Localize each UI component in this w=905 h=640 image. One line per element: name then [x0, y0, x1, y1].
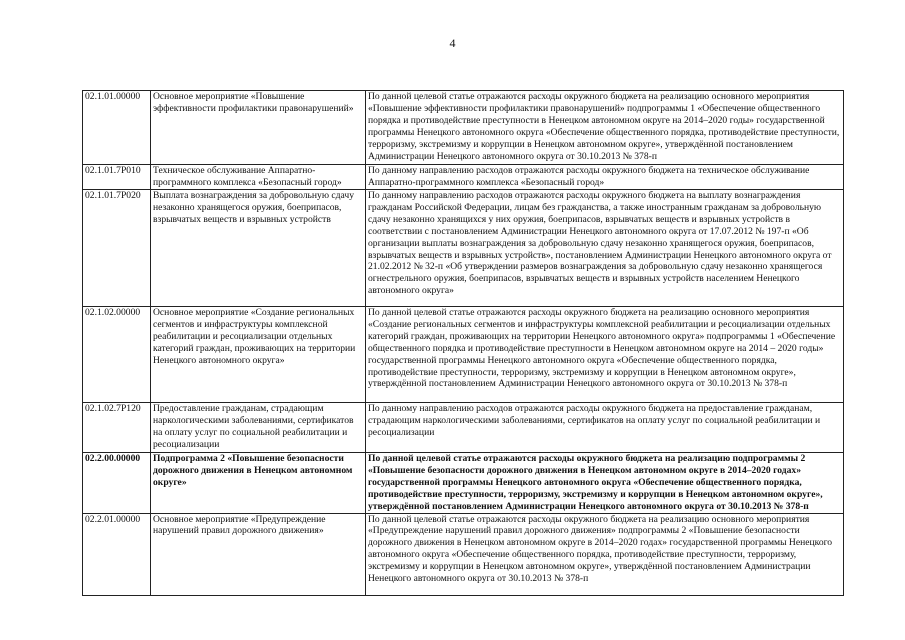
target-article-description: По данной целевой статье отражаются расходы окружного бюджета на реализацию основного мероприятия «Повышение эффективности профилактики правонарушений» подпрограммы 1 «Обеспечение общественного порядка и противодействие преступности в Ненецком автономном округе на 2014–2020 годы» государственной программы Ненецкого автономного округа «Обеспечение общественного порядка, противодействие преступности, терроризму, экстремизму и коррупции в Ненецком автономном округе», утверждённой постановлением Администрации Ненецкого автономного округа от 30.10.2013 № 378-п: [366, 91, 844, 165]
target-article-code: 02.1.02.00000: [83, 307, 151, 403]
table-row: [83, 190, 844, 307]
target-article-description: По данному направлению расходов отражаются расходы окружного бюджета на выплату вознаграждения гражданам Российской Федерации, лицам без гражданства, а также иностранным гражданам за добровольную сдачу незаконно хранящихся у них оружия, боеприпасов, взрывчатых веществ и взрывных устройств в соответствии с постановлением Администрации Ненецкого автономного округа от 17.07.2012 № 197-п «Об организации выплаты вознаграждения за добровольную сдачу незаконно хранящегося оружия, боеприпасов, взрывчатых веществ и взрывных устройств», постановлением Администрации Ненецкого автономного округа от 21.02.2012 № 32-п «Об утверждении размеров вознаграждения за добровольную сдачу незаконно хранящегося огнестрельного оружия, боеприпасов, взрывчатых веществ и взрывных устройств населением Ненецкого автономного округа»: [366, 190, 844, 307]
budget-classification-table: [82, 90, 844, 596]
target-article-description: По данной целевой статье отражаются расходы окружного бюджета на реализацию подпрограммы 2 «Повышение безопасности дорожного движения в Ненецком автономном округе в 2014–2020 годах» государственной программы Ненецкого автономного округа «Обеспечение общественного порядка, противодействие преступности, терроризму, экстремизму и коррупции в Ненецком автономном округе», утверждённой постановлением Администрации Ненецкого автономного округа от 30.10.2013 № 378-п: [366, 453, 844, 514]
target-article-name: Подпрограмма 2 «Повышение безопасности дорожного движения в Ненецком автономном округе»: [151, 453, 366, 514]
target-article-name: Основное мероприятие «Предупреждение нарушений правил дорожного движения»: [151, 513, 366, 595]
target-article-name: Предоставление гражданам, страдающим наркологическими заболеваниями, сертификатов на оплату услуг по социальной реабилитации и ресоциализации: [151, 403, 366, 453]
target-article-description: По данной целевой статье отражаются расходы окружного бюджета на реализацию основного мероприятия «Предупреждение нарушений правил дорожного движения» подпрограммы 2 «Повышение безопасности дорожного движения в Ненецком автономном округе в 2014–2020 годах» государственной программы Ненецкого автономного округа «Обеспечение общественного порядка, противодействие преступности, терроризму, экстремизму и коррупции в Ненецком автономном округе», утверждённой постановлением Администрации Ненецкого автономного округа от 30.10.2013 № 378-п: [366, 513, 844, 595]
target-article-code: 02.1.01.7Р010: [83, 165, 151, 190]
target-article-code: 02.1.02.7Р120: [83, 403, 151, 453]
target-article-name: Основное мероприятие «Создание региональных сегментов и инфраструктуры комплексной реабилитации и ресоциализации отдельных категорий граждан, проживающих на территории Ненецкого автономного округа»: [151, 307, 366, 403]
target-article-code: 02.2.01.00000: [83, 513, 151, 595]
target-article-code: 02.2.00.00000: [83, 453, 151, 514]
table-row: [83, 453, 844, 514]
target-article-code: 02.1.01.7Р020: [83, 190, 151, 307]
table-row: [83, 513, 844, 595]
target-article-name: Техническое обслуживание Аппаратно-программного комплекса «Безопасный город»: [151, 165, 366, 190]
table-row: [83, 165, 844, 190]
target-article-description: По данному направлению расходов отражаются расходы окружного бюджета на техническое обслуживание Аппаратно-программного комплекса «Безопасный город»: [366, 165, 844, 190]
target-article-code: 02.1.01.00000: [83, 91, 151, 165]
target-article-name: Выплата вознаграждения за добровольную сдачу незаконно хранящегося оружия, боеприпасов, взрывчатых веществ и взрывных устройств: [151, 190, 366, 307]
table-row: [83, 403, 844, 453]
page-number: 4: [449, 36, 456, 50]
table-row: [83, 307, 844, 403]
target-article-name: Основное мероприятие «Повышение эффективности профилактики правонарушений»: [151, 91, 366, 165]
target-article-description: По данному направлению расходов отражаются расходы окружного бюджета на предоставление гражданам, страдающим наркологическими заболеваниями, сертификатов на оплату услуг по социальной реабилитации и ресоциализации: [366, 403, 844, 453]
target-article-description: По данной целевой статье отражаются расходы окружного бюджета на реализацию основного мероприятия «Создание региональных сегментов и инфраструктуры комплексной реабилитации и ресоциализации отдельных категорий граждан, проживающих на территории Ненецкого автономного округа» подпрограммы 1 «Обеспечение общественного порядка и противодействие преступности в Ненецком автономном округе на 2014 – 2020 годы» государственной программы Ненецкого автономного округа «Обеспечение общественного порядка, противодействие преступности, терроризму, экстремизму и коррупции в Ненецком автономном округе», утверждённой постановлением Администрации Ненецкого автономного округа от 30.10.2013 № 378-п: [366, 307, 844, 403]
table-row: [83, 91, 844, 165]
